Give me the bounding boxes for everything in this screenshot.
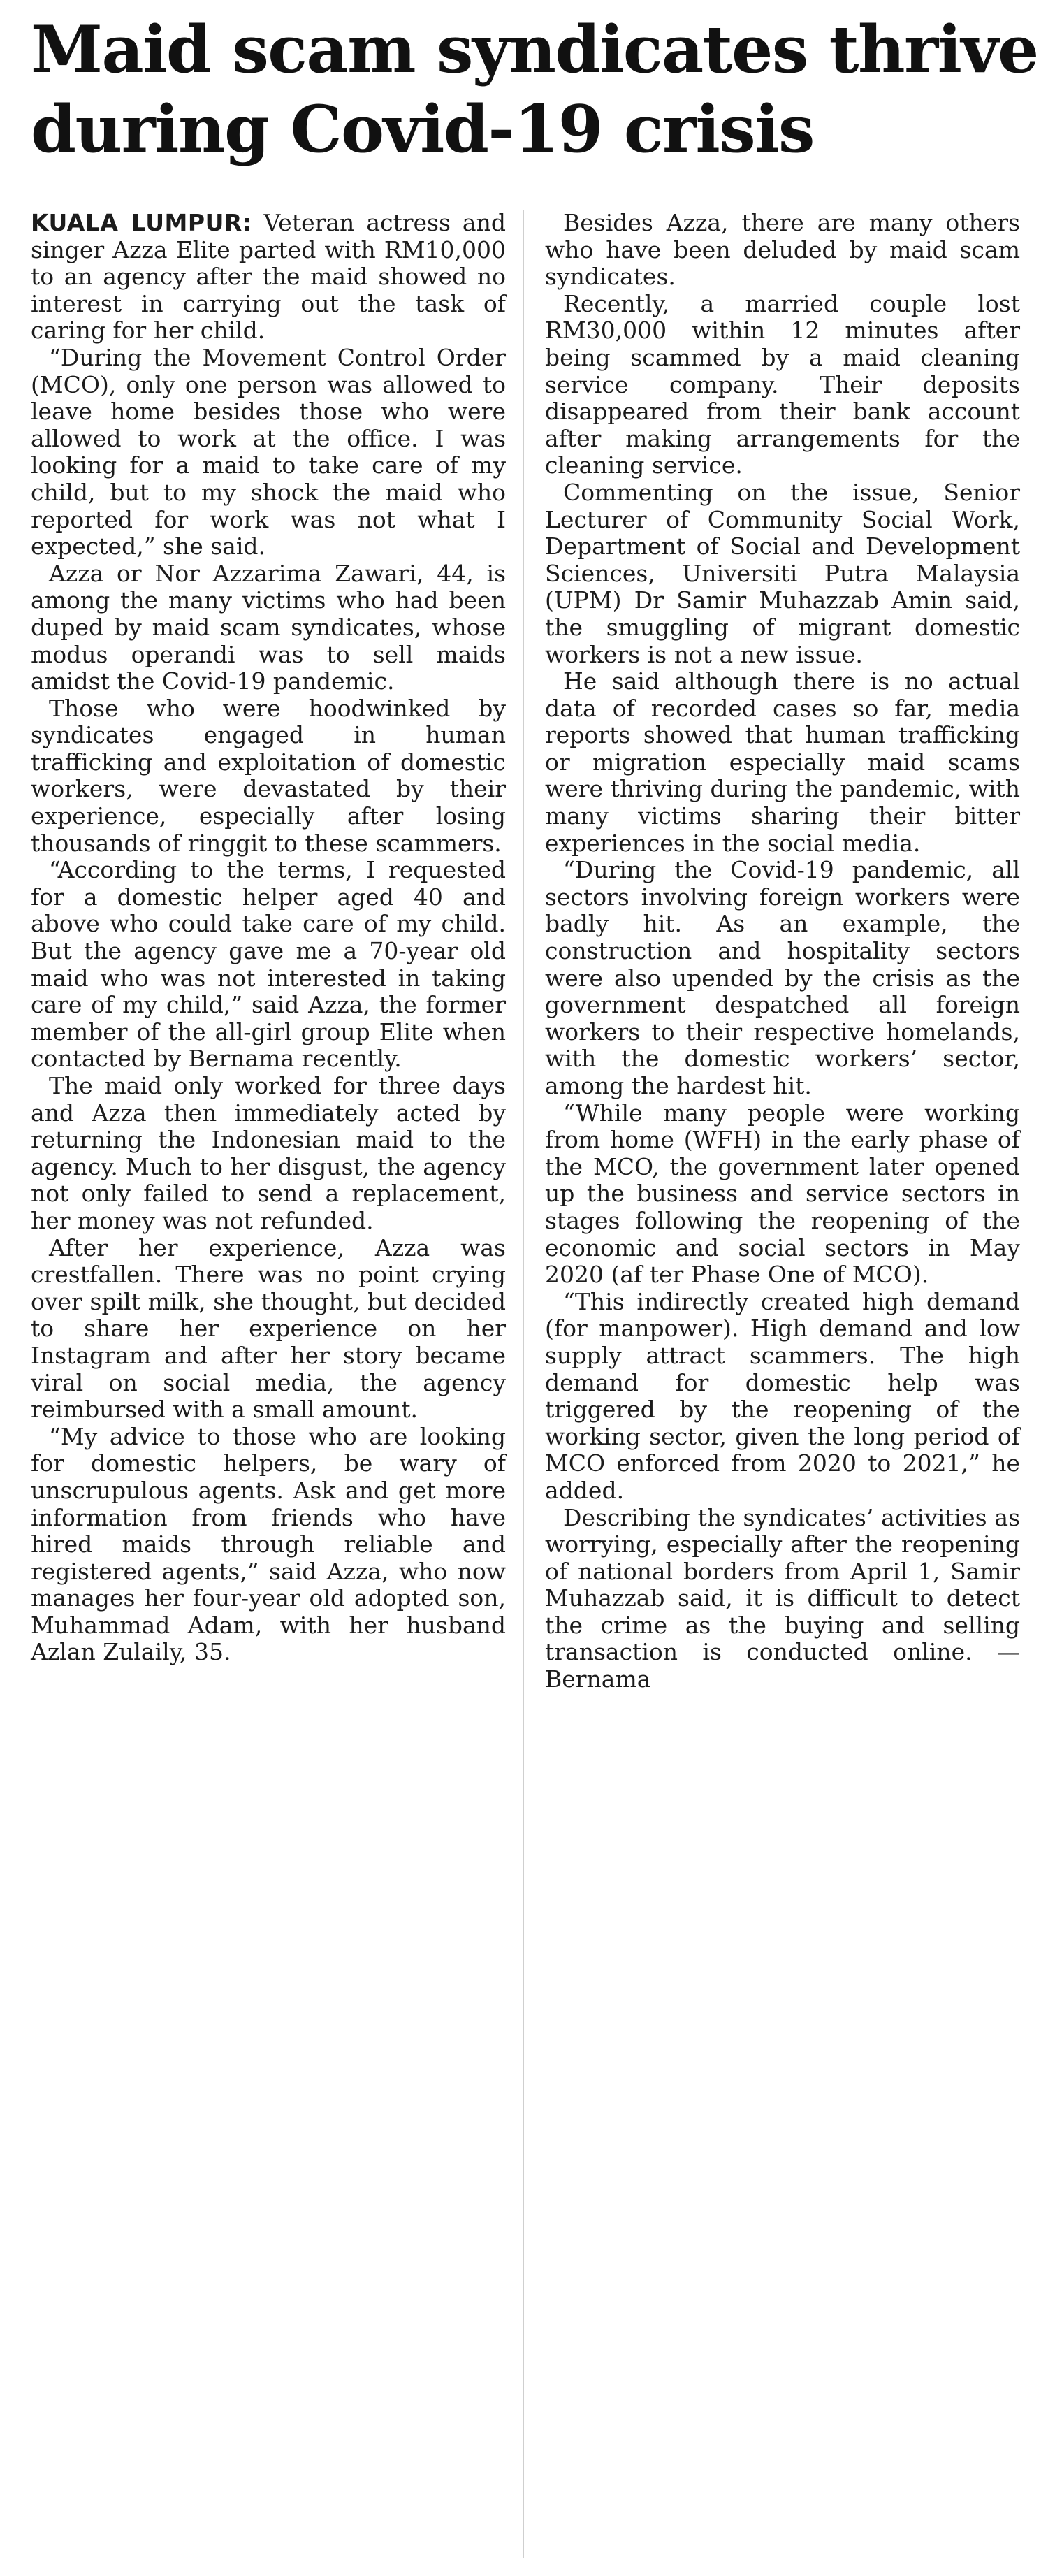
paragraph: Commenting on the issue, Senior Lecturer of Community Social Work, Department of Social and Development Sciences, Universiti Putra Malaysia (UPM) Dr Samir Muhazzab Amin said, the smuggling of migrant domestic workers is not a new issue.: [545, 478, 1020, 668]
paragraph: “While many people were working from home (WFH) in the early phase of the MCO, the government later opened up the business and service sectors in stages following the reopening of the economic and social sectors in May 2020 (af ter Phase One of MCO).: [545, 1099, 1020, 1289]
paragraph: Besides Azza, there are many others who have been deluded by maid scam syndicates.: [545, 209, 1020, 291]
column-right: [545, 210, 1020, 1693]
headline-line-1: Maid scam syndicates thrive: [31, 11, 1038, 87]
paragraph: After her experience, Azza was crestfallen. There was no point crying over spilt milk, she thought, but decided to share her experience on her Instagram and after her story became viral on social media, the agency reimbursed with a small amount.: [31, 1233, 506, 1424]
paragraph: [31, 210, 506, 345]
column-left: [31, 210, 506, 1693]
paragraph: “My advice to those who are looking for domestic helpers, be wary of unscrupulous agents. Ask and get more information from friends who have hired maids through reliable and registered agents,” said Azza, who now manages her four-year old adopted son, Muhammad Adam, with her husband Azlan Zulaily, 35.: [31, 1422, 506, 1666]
paragraph: “During the Movement Control Order (MCO), only one person was allowed to leave home besides those who were allowed to work at the office. I was looking for a maid to take care of my child, but to my shock the maid who reported for work was not what I expected,” she said.: [31, 343, 506, 560]
paragraph: Those who were hoodwinked by syndicates engaged in human trafficking and exploitation of domestic workers, were devastated by their experience, especially after losing thousands of ringgit to these scammers.: [31, 694, 506, 857]
paragraph: Azza or Nor Azzarima Zawari, 44, is among the many victims who had been duped by maid scam syndicates, whose modus operandi was to sell maids amidst the Covid-19 pandemic.: [31, 559, 506, 695]
paragraph: “This indirectly created high demand (for manpower). High demand and low supply attract scammers. The high demand for domestic help was triggered by the reopening of the working sector, given the long period of MCO enforced from 2020 to 2021,” he added.: [545, 1287, 1020, 1504]
headline-line-2: during Covid-19 crisis: [31, 91, 814, 167]
headline: [31, 10, 1038, 169]
paragraph: Describing the syndicates’ activities as worrying, especially after the reopening of national borders from April 1, Samir Muhazzab said, it is difficult to detect the crime as the buying and selling transaction is conducted online. — Bernama: [545, 1503, 1020, 1693]
article-body: [31, 210, 1020, 1693]
column-divider: [523, 210, 524, 2558]
paragraph: “During the Covid-19 pandemic, all sectors involving foreign workers were badly hit. As an example, the construction and hospitality sectors were also upended by the crisis as the government despatched all foreign workers to their respective homelands, with the domestic workers’ sector, among the hardest hit.: [545, 856, 1020, 1099]
paragraph: “According to the terms, I requested for a domestic helper aged 40 and above who could take care of my child. But the agency gave me a 70-year old maid who was not interested in taking care of my child,” said Azza, the former member of the all-girl group Elite when contacted by Bernama recently.: [31, 856, 506, 1073]
paragraph: The maid only worked for three days and Azza then immediately acted by returning the Indonesian maid to the agency. Much to her disgust, the agency not only failed to send a replacement, her money was not refunded.: [31, 1072, 506, 1234]
paragraph: Recently, a married couple lost RM30,000 within 12 minutes after being scammed by a maid cleaning service company. Their deposits disappeared from their bank account after making arrangements for the cleaning service.: [545, 289, 1020, 479]
dateline: KUALA LUMPUR:: [31, 209, 252, 236]
paragraph-text: Veteran actress and singer Azza Elite parted with RM10,000 to an agency after the maid showed no interest in carrying out the task of caring for her child.: [31, 209, 506, 345]
paragraph: He said although there is no actual data of recorded cases so far, media reports showed that human trafficking or migration especially maid scams were thriving during the pandemic, with many victims sharing their bitter experiences in the social media.: [545, 667, 1020, 857]
